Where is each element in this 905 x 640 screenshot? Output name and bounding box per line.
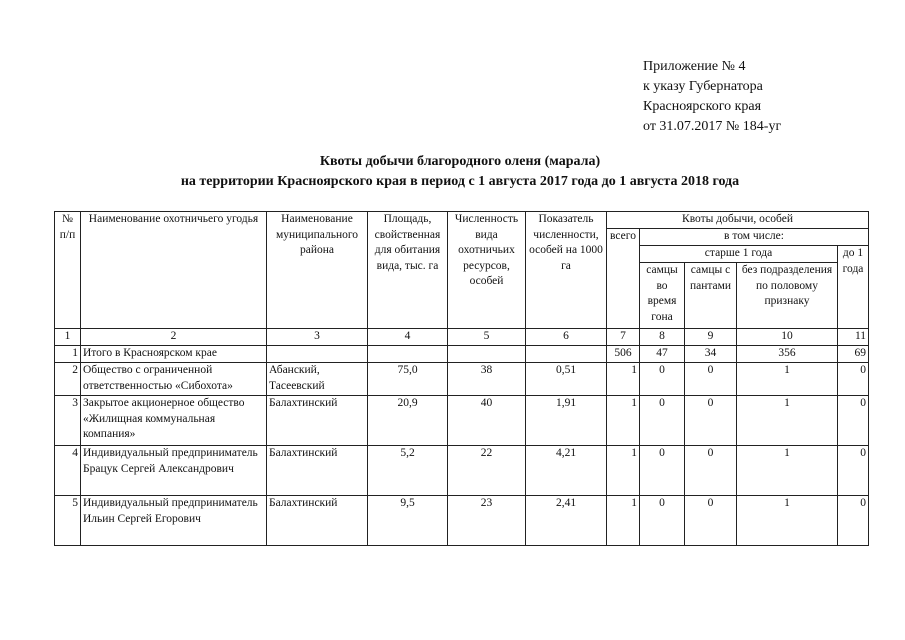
row-no-sex: 1 — [737, 496, 838, 546]
col-number: 10 — [737, 329, 838, 346]
total-row-density — [526, 346, 607, 363]
annex-line-1: Приложение № 4 — [643, 59, 746, 74]
header-including: в том числе: — [640, 229, 869, 246]
row-under1: 0 — [838, 446, 869, 496]
total-row-males-antlers: 34 — [685, 346, 737, 363]
header-row-1 — [55, 212, 869, 229]
total-row — [55, 346, 869, 363]
row-males-antlers: 0 — [685, 446, 737, 496]
row-name: Индивидуальный предприниматель Ильин Сергей Егорович — [81, 496, 267, 546]
header-under1: до 1 года — [838, 246, 869, 329]
row-under1: 0 — [838, 363, 869, 396]
annex-line-4: от 31.07.2017 № 184-уг — [643, 119, 782, 134]
row-under1: 0 — [838, 396, 869, 446]
total-row-population — [448, 346, 526, 363]
col-number: 3 — [267, 329, 368, 346]
row-municipality: Балахтинский — [267, 496, 368, 546]
header-older: старше 1 года — [640, 246, 838, 263]
header-area: Площадь, свойственная для обитания вида, тыс. га — [368, 212, 448, 329]
row-no: 5 — [55, 496, 81, 546]
total-row-name: Итого в Красноярском крае — [81, 346, 267, 363]
header-municipality: Наименование муниципального района — [267, 212, 368, 329]
row-population: 23 — [448, 496, 526, 546]
row-municipality: Балахтинский — [267, 446, 368, 496]
row-density: 0,51 — [526, 363, 607, 396]
row-males-antlers: 0 — [685, 496, 737, 546]
row-no: 3 — [55, 396, 81, 446]
col-number: 4 — [368, 329, 448, 346]
col-number: 9 — [685, 329, 737, 346]
row-total: 1 — [607, 496, 640, 546]
column-numbers-row — [55, 329, 869, 346]
row-area: 75,0 — [368, 363, 448, 396]
table-row — [55, 446, 869, 496]
total-row-area — [368, 346, 448, 363]
row-municipality: Абанский, Тасеевский — [267, 363, 368, 396]
title-line-1: Квоты добычи благородного оленя (марала) — [319, 154, 601, 169]
col-number: 1 — [55, 329, 81, 346]
row-no: 2 — [55, 363, 81, 396]
header-no-sex: без подразделения по половому признаку — [737, 263, 838, 329]
table-row — [55, 363, 869, 396]
row-density: 4,21 — [526, 446, 607, 496]
total-row-total: 506 — [607, 346, 640, 363]
row-population: 22 — [448, 446, 526, 496]
total-row-under1: 69 — [838, 346, 869, 363]
annex-block — [643, 57, 781, 137]
total-row-municipality — [267, 346, 368, 363]
header-population: Численность вида охотничьих ресурсов, особей — [448, 212, 526, 329]
row-no-sex: 1 — [737, 396, 838, 446]
row-population: 38 — [448, 363, 526, 396]
row-name: Закрытое акционерное общество «Жилищная коммунальная компания» — [81, 396, 267, 446]
total-row-no-sex: 356 — [737, 346, 838, 363]
annex-line-3: Красноярского края — [643, 99, 762, 114]
row-males-rut: 0 — [640, 446, 685, 496]
row-no-sex: 1 — [737, 363, 838, 396]
row-name: Индивидуальный предприниматель Брацук Сергей Александрович — [81, 446, 267, 496]
document-title — [60, 152, 860, 192]
row-no: 4 — [55, 446, 81, 496]
header-no: № п/п — [55, 212, 81, 329]
header-total: всего — [607, 229, 640, 329]
col-number: 11 — [838, 329, 869, 346]
row-total: 1 — [607, 363, 640, 396]
row-males-antlers: 0 — [685, 363, 737, 396]
header-males-rut: самцы во время гона — [640, 263, 685, 329]
header-quotas: Квоты добычи, особей — [607, 212, 869, 229]
row-area: 20,9 — [368, 396, 448, 446]
header-density: Показатель численности, особей на 1000 га — [526, 212, 607, 329]
col-number: 7 — [607, 329, 640, 346]
annex-line-2: к указу Губернатора — [643, 79, 763, 94]
row-area: 5,2 — [368, 446, 448, 496]
row-name: Общество с ограниченной ответственностью «Сибохота» — [81, 363, 267, 396]
col-number: 8 — [640, 329, 685, 346]
row-area: 9,5 — [368, 496, 448, 546]
row-under1: 0 — [838, 496, 869, 546]
total-row-males-rut: 47 — [640, 346, 685, 363]
row-total: 1 — [607, 446, 640, 496]
row-no-sex: 1 — [737, 446, 838, 496]
quotas-table — [54, 211, 869, 546]
table-row — [55, 496, 869, 546]
row-males-rut: 0 — [640, 363, 685, 396]
col-number: 5 — [448, 329, 526, 346]
row-density: 2,41 — [526, 496, 607, 546]
row-population: 40 — [448, 396, 526, 446]
col-number: 6 — [526, 329, 607, 346]
row-males-rut: 0 — [640, 396, 685, 446]
total-row-no: 1 — [55, 346, 81, 363]
row-density: 1,91 — [526, 396, 607, 446]
row-males-rut: 0 — [640, 496, 685, 546]
header-ground: Наименование охотничьего угодья — [81, 212, 267, 329]
header-males-antlers: самцы с пантами — [685, 263, 737, 329]
row-municipality: Балахтинский — [267, 396, 368, 446]
table-row — [55, 396, 869, 446]
row-total: 1 — [607, 396, 640, 446]
col-number: 2 — [81, 329, 267, 346]
title-line-2: на территории Красноярского края в период с 1 августа 2017 года до 1 августа 2018 года — [180, 174, 740, 189]
row-males-antlers: 0 — [685, 396, 737, 446]
